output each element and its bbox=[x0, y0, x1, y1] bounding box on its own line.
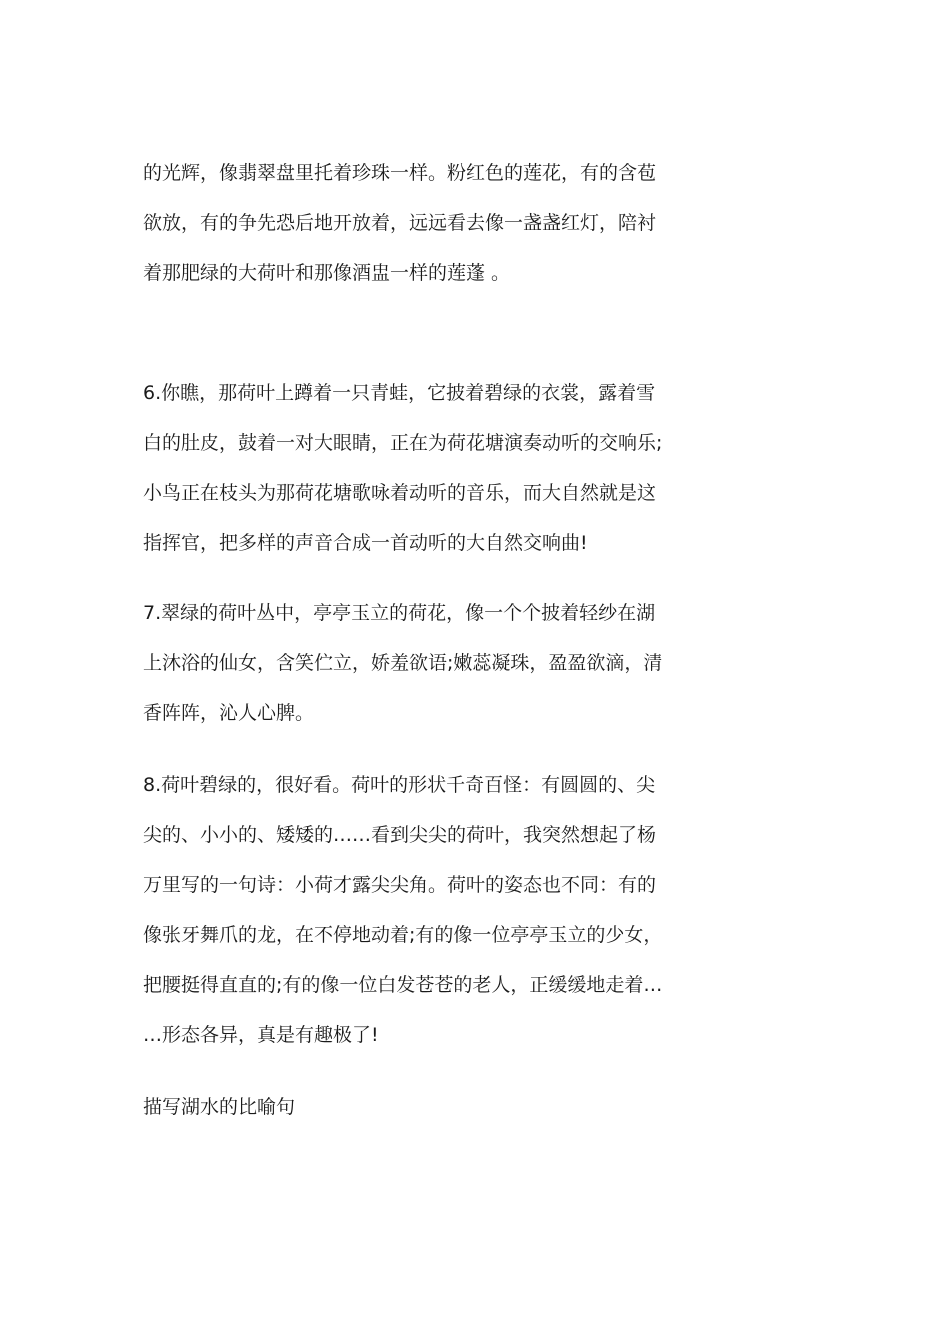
text-line: 的光辉，像翡翠盘里托着珍珠一样。粉红色的莲花，有的含苞 bbox=[143, 162, 657, 184]
text-line: 小鸟正在枝头为那荷花塘歌咏着动听的音乐，而大自然就是这 bbox=[143, 482, 657, 504]
text-line: 上沐浴的仙女，含笑伫立，娇羞欲语;嫩蕊凝珠，盈盈欲滴，清 bbox=[143, 652, 663, 674]
text-line: 8.荷叶碧绿的，很好看。荷叶的形状千奇百怪：有圆圆的、尖 bbox=[143, 774, 656, 796]
text-line: 欲放，有的争先恐后地开放着，远远看去像一盏盏红灯，陪衬 bbox=[143, 212, 657, 234]
text-line: 7.翠绿的荷叶丛中，亭亭玉立的荷花，像一个个披着轻纱在湖 bbox=[143, 602, 656, 624]
text-line: 6.你瞧，那荷叶上蹲着一只青蛙，它披着碧绿的衣裳，露着雪 bbox=[143, 382, 656, 404]
text-line: 尖的、小小的、矮矮的……看到尖尖的荷叶，我突然想起了杨 bbox=[143, 824, 657, 846]
text-line: 指挥官，把多样的声音合成一首动听的大自然交响曲! bbox=[143, 532, 588, 554]
text-line: 像张牙舞爪的龙，在不停地动着;有的像一位亭亭玉立的少女， bbox=[143, 924, 663, 946]
text-line: …形态各异，真是有趣极了! bbox=[143, 1024, 379, 1046]
text-line: 描写湖水的比喻句 bbox=[143, 1096, 296, 1118]
text-line: 香阵阵，沁人心脾。 bbox=[143, 702, 315, 724]
text-line: 万里写的一句诗：小荷才露尖尖角。荷叶的姿态也不同：有的 bbox=[143, 874, 657, 896]
text-line: 白的肚皮，鼓着一对大眼睛，正在为荷花塘演奏动听的交响乐; bbox=[143, 432, 663, 454]
text-line: 把腰挺得直直的;有的像一位白发苍苍的老人，正缓缓地走着… bbox=[143, 974, 663, 996]
text-line: 着那肥绿的大荷叶和那像酒盅一样的莲蓬 。 bbox=[143, 262, 511, 284]
